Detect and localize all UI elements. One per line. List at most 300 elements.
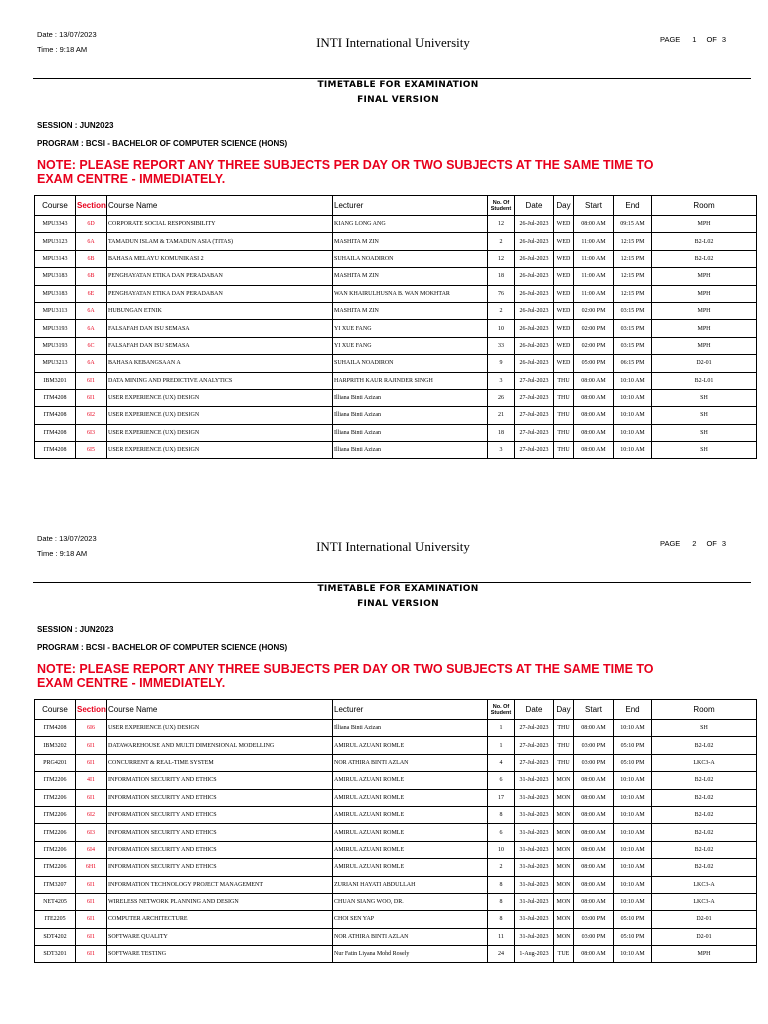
cell-date: 31-Jul-2023: [515, 928, 554, 945]
header-students-line2: Student: [490, 709, 512, 716]
cell-students: 76: [488, 285, 515, 302]
cell-course: ITM2206: [35, 841, 76, 858]
cell-course: ITM4208: [35, 720, 76, 737]
cell-lecturer: Illiana Binti Azizan: [333, 442, 488, 459]
cell-room: MPH: [652, 337, 757, 354]
cell-course: ITM2206: [35, 859, 76, 876]
cell-room: SH: [652, 389, 757, 406]
cell-start: 03:00 PM: [574, 928, 614, 945]
cell-course: MPU3183: [35, 285, 76, 302]
cell-day: THU: [554, 720, 574, 737]
cell-students: 12: [488, 216, 515, 233]
cell-start: 05:00 PM: [574, 355, 614, 372]
cell-section: 6I1: [76, 946, 107, 963]
cell-end: 06:15 PM: [614, 355, 652, 372]
cell-end: 10:10 AM: [614, 789, 652, 806]
cell-section: 6H1: [76, 859, 107, 876]
cell-start: 08:00 AM: [574, 389, 614, 406]
header-lecturer: Lecturer: [333, 196, 488, 216]
cell-students: 2: [488, 302, 515, 319]
page-total: 3: [721, 539, 727, 548]
table-row: [35, 320, 757, 337]
cell-start: 08:00 AM: [574, 876, 614, 893]
cell-start: 08:00 AM: [574, 946, 614, 963]
cell-section: 6I1: [76, 389, 107, 406]
cell-day: THU: [554, 737, 574, 754]
cell-end: 10:10 AM: [614, 442, 652, 459]
header-divider: [33, 582, 751, 583]
cell-course: IBM3201: [35, 372, 76, 389]
cell-section: 6A: [76, 302, 107, 319]
cell-start: 03:00 PM: [574, 754, 614, 771]
page-indicator: [660, 35, 726, 44]
header-course-name: Course Name: [107, 700, 333, 720]
table-header-row: [35, 700, 757, 720]
cell-section: 6D: [76, 216, 107, 233]
document-version: FINAL VERSION: [357, 95, 439, 105]
cell-lecturer: Illiana Binti Azizan: [333, 720, 488, 737]
cell-date: 27-Jul-2023: [515, 720, 554, 737]
cell-start: 11:00 AM: [574, 250, 614, 267]
cell-end: 10:10 AM: [614, 806, 652, 823]
cell-room: SH: [652, 407, 757, 424]
cell-date: 31-Jul-2023: [515, 876, 554, 893]
table-row: [35, 893, 757, 910]
cell-course-name: BAHASA MELAYU KOMUNIKASI 2: [107, 250, 333, 267]
cell-room: SH: [652, 442, 757, 459]
cell-section: 6I1: [76, 893, 107, 910]
cell-lecturer: NOR ATHIRA BINTI AZLAN: [333, 928, 488, 945]
cell-section: 6C: [76, 337, 107, 354]
cell-course: MPU3123: [35, 233, 76, 250]
cell-lecturer: NOR ATHIRA BINTI AZLAN: [333, 754, 488, 771]
cell-date: 26-Jul-2023: [515, 355, 554, 372]
table-row: [35, 841, 757, 858]
cell-end: 10:10 AM: [614, 720, 652, 737]
cell-room: D2-01: [652, 355, 757, 372]
cell-course: MPU3143: [35, 250, 76, 267]
cell-day: WED: [554, 337, 574, 354]
timetable-page: [0, 504, 768, 1008]
cell-start: 02:00 PM: [574, 302, 614, 319]
table-row: [35, 946, 757, 963]
cell-section: 6I3: [76, 424, 107, 441]
cell-date: 31-Jul-2023: [515, 859, 554, 876]
university-name: INTI International University: [316, 539, 470, 554]
cell-start: 08:00 AM: [574, 720, 614, 737]
cell-course-name: INFORMATION TECHNOLOGY PROJECT MANAGEMENT: [107, 876, 333, 893]
cell-section: 6I2: [76, 806, 107, 823]
warning-note: NOTE: PLEASE REPORT ANY THREE SUBJECTS PER DAY OR TWO SUBJECTS AT THE SAME TIME TO EXAM CENTRE - IMMEDIATELY.: [37, 158, 654, 186]
cell-room: B2-L02: [652, 789, 757, 806]
cell-course-name: CORPORATE SOCIAL RESPONSIBILITY: [107, 216, 333, 233]
cell-room: B2-L01: [652, 372, 757, 389]
cell-students: 8: [488, 911, 515, 928]
cell-date: 27-Jul-2023: [515, 407, 554, 424]
program-label: PROGRAM : BCSI - BACHELOR OF COMPUTER SCIENCE (HONS): [37, 643, 288, 652]
cell-date: 27-Jul-2023: [515, 372, 554, 389]
table-row: [35, 911, 757, 928]
cell-section: 6B: [76, 268, 107, 285]
header-students-line1: No. Of: [492, 703, 510, 710]
cell-section: 6I1: [76, 754, 107, 771]
cell-course: MPU3213: [35, 355, 76, 372]
cell-lecturer: Nur Fatin Liyana Mohd Rosely: [333, 946, 488, 963]
cell-date: 27-Jul-2023: [515, 389, 554, 406]
cell-lecturer: AMIRUL AZUANI ROMLE: [333, 841, 488, 858]
cell-students: 8: [488, 876, 515, 893]
cell-course: ITM2206: [35, 806, 76, 823]
cell-end: 10:10 AM: [614, 824, 652, 841]
cell-students: 24: [488, 946, 515, 963]
cell-course-name: PENGHAYATAN ETIKA DAN PERADABAN: [107, 285, 333, 302]
cell-date: 27-Jul-2023: [515, 754, 554, 771]
table-row: [35, 355, 757, 372]
cell-end: 10:10 AM: [614, 841, 652, 858]
cell-end: 12:15 PM: [614, 285, 652, 302]
cell-course-name: DATA MINING AND PREDICTIVE ANALYTICS: [107, 372, 333, 389]
cell-day: MON: [554, 824, 574, 841]
cell-section: 6I5: [76, 442, 107, 459]
cell-lecturer: Illiana Binti Azizan: [333, 424, 488, 441]
cell-course-name: FALSAFAH DAN ISU SEMASA: [107, 337, 333, 354]
cell-students: 3: [488, 372, 515, 389]
cell-day: MON: [554, 841, 574, 858]
cell-room: B2-L02: [652, 250, 757, 267]
cell-course: SDT3201: [35, 946, 76, 963]
cell-lecturer: AMIRUL AZUANI ROMLE: [333, 789, 488, 806]
header-students-line2: Student: [490, 205, 512, 212]
cell-end: 03:15 PM: [614, 302, 652, 319]
cell-date: 26-Jul-2023: [515, 285, 554, 302]
cell-course: MPU3113: [35, 302, 76, 319]
cell-date: 27-Jul-2023: [515, 424, 554, 441]
table-row: [35, 876, 757, 893]
cell-end: 10:10 AM: [614, 407, 652, 424]
cell-day: MON: [554, 789, 574, 806]
cell-start: 11:00 AM: [574, 268, 614, 285]
cell-lecturer: CHUAN SIANG WOO, DR.: [333, 893, 488, 910]
cell-day: WED: [554, 233, 574, 250]
cell-day: WED: [554, 250, 574, 267]
cell-course-name: USER EXPERIENCE (UX) DESIGN: [107, 389, 333, 406]
cell-course-name: USER EXPERIENCE (UX) DESIGN: [107, 720, 333, 737]
document-title: TIMETABLE FOR EXAMINATION: [317, 80, 479, 90]
cell-date: 26-Jul-2023: [515, 216, 554, 233]
cell-students: 11: [488, 928, 515, 945]
cell-day: THU: [554, 389, 574, 406]
cell-section: 6E: [76, 285, 107, 302]
document-version: FINAL VERSION: [357, 599, 439, 609]
cell-course-name: HUBUNGAN ETNIK: [107, 302, 333, 319]
page-number: 2: [692, 539, 697, 548]
cell-students: 21: [488, 407, 515, 424]
cell-end: 10:10 AM: [614, 389, 652, 406]
cell-course-name: INFORMATION SECURITY AND ETHICS: [107, 841, 333, 858]
cell-section: 6I3: [76, 824, 107, 841]
page-total: 3: [721, 35, 727, 44]
cell-course-name: CONCURRENT & REAL-TIME SYSTEM: [107, 754, 333, 771]
cell-students: 1: [488, 720, 515, 737]
cell-students: 18: [488, 268, 515, 285]
cell-section: 4I1: [76, 772, 107, 789]
of-label: OF: [706, 35, 717, 44]
cell-date: 26-Jul-2023: [515, 337, 554, 354]
cell-start: 02:00 PM: [574, 320, 614, 337]
cell-students: 1: [488, 737, 515, 754]
cell-lecturer: SUHAILA NOADIRON: [333, 250, 488, 267]
cell-room: LKC3-A: [652, 893, 757, 910]
document-title: TIMETABLE FOR EXAMINATION: [317, 584, 479, 594]
cell-course-name: USER EXPERIENCE (UX) DESIGN: [107, 424, 333, 441]
page-label: PAGE: [660, 35, 681, 44]
cell-start: 08:00 AM: [574, 824, 614, 841]
cell-section: 6I1: [76, 789, 107, 806]
header-day: Day: [554, 196, 574, 216]
cell-day: TUE: [554, 946, 574, 963]
header-room: Room: [652, 196, 757, 216]
cell-day: THU: [554, 754, 574, 771]
cell-lecturer: WAN KHAIRULHUSNA B. WAN MOKHTAR: [333, 285, 488, 302]
cell-course-name: DATAWAREHOUSE AND MULTI DIMENSIONAL MODELLING: [107, 737, 333, 754]
table-row: [35, 824, 757, 841]
header-lecturer: Lecturer: [333, 700, 488, 720]
cell-room: MPH: [652, 302, 757, 319]
cell-course-name: BAHASA KEBANGSAAN A: [107, 355, 333, 372]
cell-start: 08:00 AM: [574, 806, 614, 823]
cell-day: WED: [554, 302, 574, 319]
cell-room: B2-L02: [652, 233, 757, 250]
table-row: [35, 407, 757, 424]
cell-students: 2: [488, 233, 515, 250]
cell-start: 03:00 PM: [574, 911, 614, 928]
cell-day: THU: [554, 407, 574, 424]
cell-lecturer: Illiana Binti Azizan: [333, 407, 488, 424]
cell-room: B2-L02: [652, 824, 757, 841]
cell-end: 05:10 PM: [614, 754, 652, 771]
print-time: Time : 9:18 AM: [37, 45, 88, 54]
cell-room: LKC3-A: [652, 876, 757, 893]
table-row: [35, 372, 757, 389]
cell-course-name: SOFTWARE TESTING: [107, 946, 333, 963]
cell-room: MPH: [652, 268, 757, 285]
cell-course: ITE2205: [35, 911, 76, 928]
cell-start: 08:00 AM: [574, 407, 614, 424]
cell-course-name: INFORMATION SECURITY AND ETHICS: [107, 859, 333, 876]
cell-start: 08:00 AM: [574, 893, 614, 910]
of-label: OF: [706, 539, 717, 548]
cell-course: ITM4208: [35, 442, 76, 459]
timetable-page: [0, 0, 768, 504]
cell-students: 3: [488, 442, 515, 459]
table-row: [35, 859, 757, 876]
table-row: [35, 928, 757, 945]
cell-course-name: USER EXPERIENCE (UX) DESIGN: [107, 407, 333, 424]
table-row: [35, 806, 757, 823]
cell-lecturer: AMIRUL AZUANI ROMLE: [333, 824, 488, 841]
cell-day: MON: [554, 806, 574, 823]
cell-day: MON: [554, 893, 574, 910]
cell-section: 6I1: [76, 737, 107, 754]
cell-start: 02:00 PM: [574, 337, 614, 354]
cell-section: 6A: [76, 233, 107, 250]
cell-room: SH: [652, 720, 757, 737]
cell-lecturer: AMIRUL AZUANI ROMLE: [333, 737, 488, 754]
cell-end: 12:15 PM: [614, 268, 652, 285]
cell-start: 08:00 AM: [574, 372, 614, 389]
table-header-row: [35, 196, 757, 216]
header-date: Date: [515, 700, 554, 720]
cell-date: 31-Jul-2023: [515, 893, 554, 910]
cell-end: 12:15 PM: [614, 233, 652, 250]
cell-course-name: INFORMATION SECURITY AND ETHICS: [107, 824, 333, 841]
header-course-name: Course Name: [107, 196, 333, 216]
cell-end: 10:10 AM: [614, 772, 652, 789]
page-label: PAGE: [660, 539, 681, 548]
cell-students: 10: [488, 841, 515, 858]
cell-day: MON: [554, 876, 574, 893]
cell-start: 08:00 AM: [574, 789, 614, 806]
cell-start: 11:00 AM: [574, 233, 614, 250]
cell-students: 6: [488, 824, 515, 841]
cell-room: B2-L02: [652, 841, 757, 858]
cell-students: 12: [488, 250, 515, 267]
cell-day: THU: [554, 442, 574, 459]
cell-day: WED: [554, 268, 574, 285]
cell-date: 31-Jul-2023: [515, 789, 554, 806]
table-row: [35, 442, 757, 459]
cell-date: 31-Jul-2023: [515, 841, 554, 858]
cell-date: 26-Jul-2023: [515, 233, 554, 250]
warning-note: NOTE: PLEASE REPORT ANY THREE SUBJECTS PER DAY OR TWO SUBJECTS AT THE SAME TIME TO EXAM CENTRE - IMMEDIATELY.: [37, 662, 654, 690]
cell-students: 6: [488, 772, 515, 789]
cell-lecturer: AMIRUL AZUANI ROMLE: [333, 806, 488, 823]
header-students-line1: No. Of: [492, 199, 510, 206]
cell-section: 6A: [76, 320, 107, 337]
cell-day: WED: [554, 216, 574, 233]
cell-section: 6I2: [76, 407, 107, 424]
cell-end: 10:10 AM: [614, 372, 652, 389]
header-day: Day: [554, 700, 574, 720]
cell-lecturer: HARPRITH KAUR RAJINDER SINGH: [333, 372, 488, 389]
header-students: [488, 700, 515, 720]
cell-start: 08:00 AM: [574, 216, 614, 233]
cell-end: 10:10 AM: [614, 876, 652, 893]
cell-day: THU: [554, 372, 574, 389]
table-row: [35, 285, 757, 302]
header-end: End: [614, 196, 652, 216]
cell-day: MON: [554, 911, 574, 928]
cell-room: MPH: [652, 320, 757, 337]
header-date: Date: [515, 196, 554, 216]
cell-lecturer: YI XUE FANG: [333, 337, 488, 354]
cell-start: 08:00 AM: [574, 424, 614, 441]
exam-table: [34, 195, 757, 459]
cell-course: ITM3207: [35, 876, 76, 893]
session-label: SESSION : JUN2023: [37, 121, 114, 130]
cell-room: MPH: [652, 946, 757, 963]
session-label: SESSION : JUN2023: [37, 625, 114, 634]
cell-date: 27-Jul-2023: [515, 442, 554, 459]
cell-course: SDT4202: [35, 928, 76, 945]
cell-lecturer: AMIRUL AZUANI ROMLE: [333, 859, 488, 876]
cell-end: 03:15 PM: [614, 320, 652, 337]
cell-start: 11:00 AM: [574, 285, 614, 302]
cell-course-name: COMPUTER ARCHITECTURE: [107, 911, 333, 928]
cell-section: 6I1: [76, 372, 107, 389]
cell-section: 6B: [76, 250, 107, 267]
cell-section: 6I1: [76, 928, 107, 945]
cell-room: B2-L02: [652, 806, 757, 823]
cell-course-name: TAMADUN ISLAM & TAMADUN ASIA (TITAS): [107, 233, 333, 250]
cell-day: MON: [554, 772, 574, 789]
cell-course-name: INFORMATION SECURITY AND ETHICS: [107, 789, 333, 806]
cell-date: 31-Jul-2023: [515, 806, 554, 823]
cell-start: 08:00 AM: [574, 772, 614, 789]
cell-end: 12:15 PM: [614, 250, 652, 267]
cell-end: 10:10 AM: [614, 424, 652, 441]
cell-lecturer: ZURIANI HAYATI ABDULLAH: [333, 876, 488, 893]
header-section: Section: [76, 700, 107, 720]
table-row: [35, 268, 757, 285]
cell-course: MPU3183: [35, 268, 76, 285]
cell-course-name: FALSAFAH DAN ISU SEMASA: [107, 320, 333, 337]
cell-day: WED: [554, 320, 574, 337]
page-indicator: [660, 539, 726, 548]
cell-lecturer: KIANG LONG ANG: [333, 216, 488, 233]
cell-date: 31-Jul-2023: [515, 824, 554, 841]
cell-students: 8: [488, 893, 515, 910]
table-row: [35, 250, 757, 267]
table-row: [35, 337, 757, 354]
cell-room: D2-01: [652, 928, 757, 945]
cell-date: 26-Jul-2023: [515, 302, 554, 319]
cell-students: 26: [488, 389, 515, 406]
cell-section: 6I4: [76, 841, 107, 858]
cell-date: 26-Jul-2023: [515, 268, 554, 285]
cell-section: 6A: [76, 355, 107, 372]
table-row: [35, 754, 757, 771]
cell-lecturer: MASHITA M ZIN: [333, 233, 488, 250]
table-row: [35, 389, 757, 406]
cell-day: THU: [554, 424, 574, 441]
cell-day: MON: [554, 859, 574, 876]
cell-students: 10: [488, 320, 515, 337]
table-row: [35, 424, 757, 441]
cell-day: WED: [554, 285, 574, 302]
header-divider: [33, 78, 751, 79]
header-course: Course: [35, 700, 76, 720]
cell-room: MPH: [652, 216, 757, 233]
cell-start: 03:00 PM: [574, 737, 614, 754]
cell-course: ITM2206: [35, 824, 76, 841]
cell-students: 8: [488, 806, 515, 823]
cell-course: NET4205: [35, 893, 76, 910]
print-date: Date : 13/07/2023: [37, 534, 97, 543]
cell-end: 10:10 AM: [614, 859, 652, 876]
cell-course: MPU3343: [35, 216, 76, 233]
cell-lecturer: CHOI SEN YAP: [333, 911, 488, 928]
cell-room: B2-L02: [652, 859, 757, 876]
cell-course-name: INFORMATION SECURITY AND ETHICS: [107, 772, 333, 789]
cell-date: 1-Aug-2023: [515, 946, 554, 963]
exam-table: [34, 699, 757, 963]
cell-course: ITM2206: [35, 789, 76, 806]
cell-course-name: PENGHAYATAN ETIKA DAN PERADABAN: [107, 268, 333, 285]
cell-students: 9: [488, 355, 515, 372]
cell-date: 31-Jul-2023: [515, 911, 554, 928]
cell-lecturer: AMIRUL AZUANI ROMLE: [333, 772, 488, 789]
